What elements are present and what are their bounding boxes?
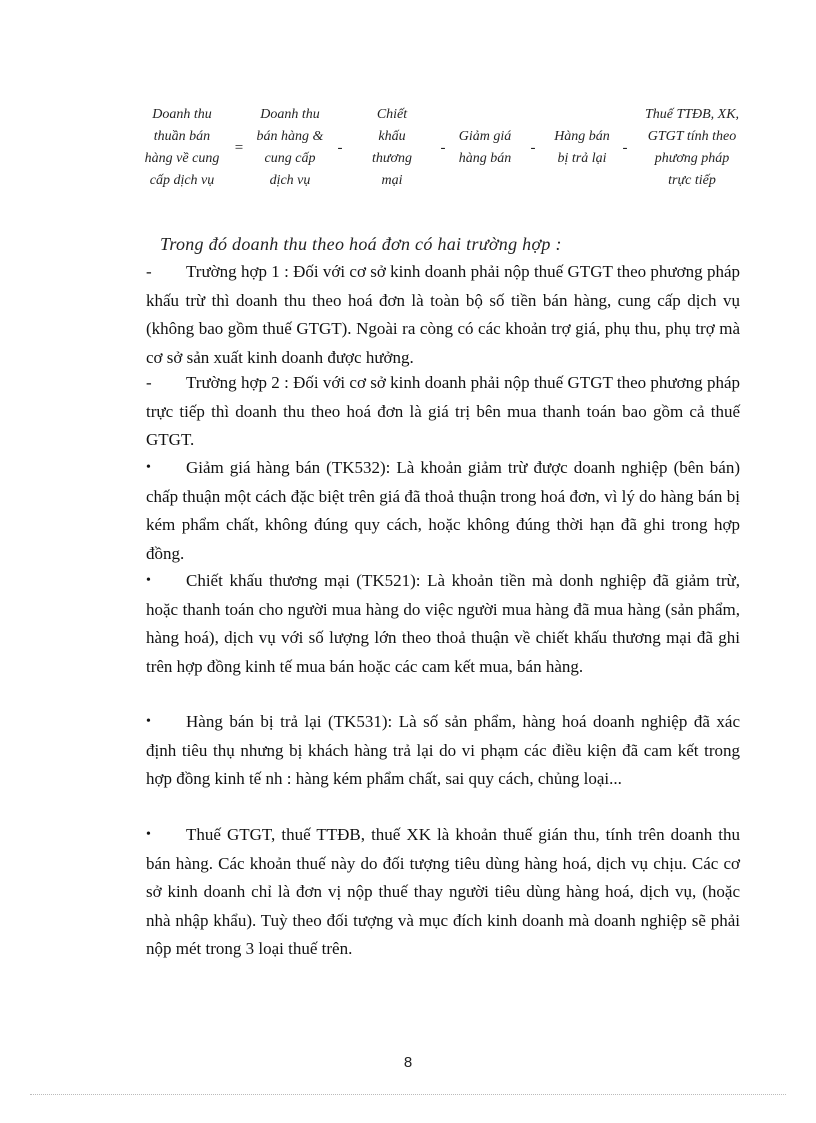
formula-term-net-revenue: Doanh thu thuần bán hàng về cung cấp dịch vụ (144, 107, 220, 188)
paragraph-text: Trường hợp 2 : Đối với cơ sở kinh doanh phải nộp thuế GTGT theo phương pháp trực tiếp thì doanh thu theo hoá đơn là giá trị bên mua thanh toán bao gồm cả thuế GTGT. (146, 373, 740, 450)
formula-operator-minus: - (622, 139, 628, 156)
paragraph-text: Trường hợp 1 : Đối với cơ sở kinh doanh phải nộp thuế GTGT theo phương pháp khấu trừ thì doanh thu theo hoá đơn là toàn bộ số tiền bán hàng, cung cấp dịch vụ (không bao gồm thuế GTGT). Ngoài ra còng có các khoản trợ giá, phụ thu, phụ trợ mà cơ sở sản xuất kinh doanh được hưởng. (146, 262, 740, 367)
formula-operator-minus: - (337, 139, 343, 156)
paragraph-text: Giảm giá hàng bán (TK532): Là khoản giảm trừ được doanh nghiệp (bên bán) chấp thuận một cách đặc biệt trên giá đã thoả thuận trong hoá đơn, vì lý do hàng bán bị kém phẩm chất, không đúng quy cách, hoặc không đúng thời hạn đã ghi trong hợp đồng. (146, 458, 740, 563)
formula-term-price-reduction: Giảm giá hàng bán (458, 129, 512, 166)
formula-operator-minus: - (530, 139, 536, 156)
bullet-icon: • (146, 714, 151, 729)
formula-term-taxes: Thuế TTĐB, XK, GTGT tính theo phương pháp trực tiếp (644, 107, 740, 188)
page-number: 8 (403, 1054, 413, 1071)
formula-operator-minus: - (440, 139, 446, 156)
dash-marker: - (146, 373, 152, 392)
paragraph-trade-discount (146, 567, 740, 681)
bullet-icon: • (146, 460, 151, 475)
paragraph-text: Thuế GTGT, thuế TTĐB, thuế XK là khoản thuế gián thu, tính trên doanh thu bán hàng. Các khoản thuế này do đối tượng tiêu dùng hàng hoá, dịch vụ chịu. Các cơ sở kinh doanh chỉ là đơn vị nộp thuế thay người tiêu dùng hàng hoá, dịch vụ, (hoặc nhà nhập khẩu). Tuỳ theo đối tượng và mục đích kinh doanh mà doanh nghiệp sẽ phải nộp mét trong 3 loại thuế trên. (146, 825, 740, 959)
bullet-icon: • (146, 573, 151, 588)
paragraph-price-reduction (146, 454, 740, 568)
formula-operator-equals: = (234, 139, 244, 156)
paragraph-taxes (146, 821, 740, 964)
paragraph-case-1 (146, 258, 740, 372)
paragraph-text: Chiết khấu thương mại (TK521): Là khoản tiền mà donh nghiệp đã giảm trừ, hoặc thanh toán cho người mua hàng do việc người mua hàng đã mua hàng (sản phẩm, hàng hoá), dịch vụ với số lượng lớn theo thoả thuận về chiết khấu thương mại đã ghi trên hợp đồng kinh tế mua bán hoặc các cam kết mua, bán hàng. (146, 571, 740, 676)
dash-marker: - (146, 262, 152, 281)
revenue-formula (140, 92, 740, 204)
paragraph-sales-returns (146, 708, 740, 794)
formula-term-sales-returns: Hàng bán bị trả lại (554, 129, 610, 166)
bullet-icon: • (146, 827, 151, 842)
intro-text: Trong đó doanh thu theo hoá đơn có hai trường hợp : (160, 234, 562, 254)
footer-divider (30, 1094, 786, 1095)
paragraph-case-2 (146, 369, 740, 455)
formula-term-gross-revenue: Doanh thu bán hàng & cung cấp dịch vụ (256, 107, 324, 188)
formula-term-trade-discount: Chiết khấu thương mại (372, 107, 412, 188)
paragraph-text: Hàng bán bị trả lại (TK531): Là số sản phẩm, hàng hoá doanh nghiệp đã xác định tiêu thụ nhưng bị khách hàng trả lại do vi phạm các điều kiện đã cam kết trong hợp đồng kinh tế nh : hàng kém phẩm chất, sai quy cách, chủng loại... (146, 712, 740, 789)
